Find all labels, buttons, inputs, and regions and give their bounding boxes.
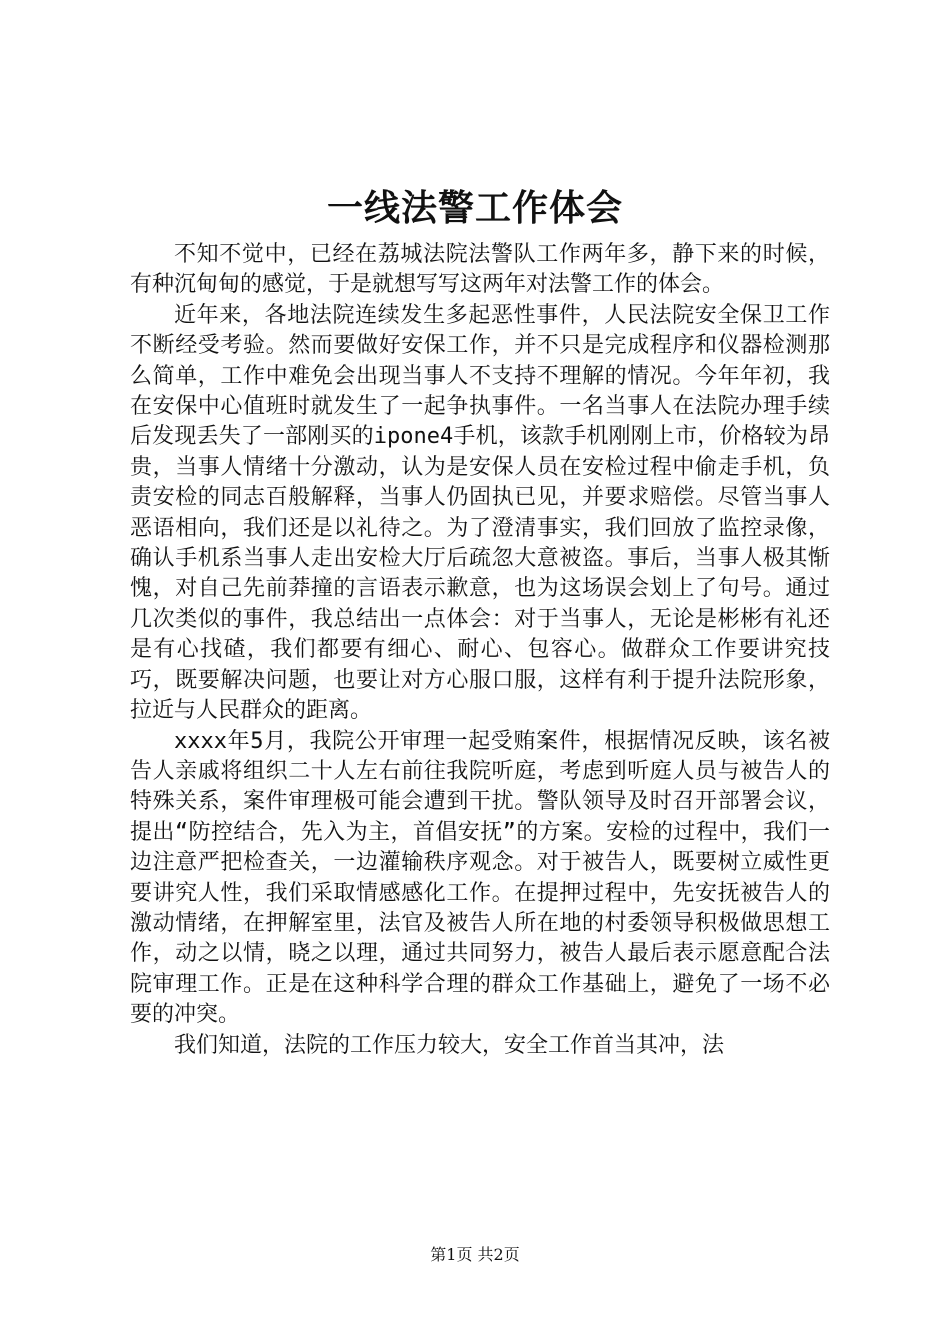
page-number-footer: 第1页 共2页 <box>430 1245 520 1264</box>
paragraph-4: 我们知道，法院的工作压力较大，安全工作首当其冲，法 <box>174 1032 725 1058</box>
paragraph-1: 不知不觉中，已经在荔城法院法警队工作两年多，静下来的时候，有种沉甸甸的感觉，于是就想写写这两年对法警工作的体会。 <box>130 242 830 298</box>
paragraph-3: xxxx年5月，我院公开审理一起受贿案件，根据情况反映，该名被告人亲戚将组织二十人左右前往我院听庭，考虑到听庭人员与被告人的特殊关系，案件审理极可能会遭到干扰。警队领导及时召开部署会议，提出“防控结合，先入为主，首倡安抚”的方案。安检的过程中，我们一边注意严把检查关，一边灌输秩序观念。对于被告人，既要树立威性更要讲究人性，我们采取情感感化工作。在提押过程中，先安抚被告人的激动情绪，在押解室里，法官及被告人所在地的村委领导积极做思想工作，动之以情，晓之以理，通过共同努力，被告人最后表示愿意配合法院审理工作。正是在这种科学合理的群众工作基础上，避免了一场不必要的冲突。 <box>130 728 830 1028</box>
paragraph-2: 近年来，各地法院连续发生多起恶性事件，人民法院安全保卫工作不断经受考验。然而要做好安保工作，并不只是完成程序和仪器检测那么简单，工作中难免会出现当事人不支持不理解的情况。今年年初，我在安保中心值班时就发生了一起争执事件。一名当事人在法院办理手续后发现丢失了一部刚买的ipone4手机，该款手机刚刚上市，价格较为昂贵，当事人情绪十分激动，认为是安保人员在安检过程中偷走手机，负责安检的同志百般解释，当事人仍固执已见，并要求赔偿。尽管当事人恶语相向，我们还是以礼待之。为了澄清事实，我们回放了监控录像，确认手机系当事人走出安检大厅后疏忽大意被盗。事后，当事人极其惭愧，对自己先前莽撞的言语表示歉意，也为这场误会划上了句号。通过几次类似的事件，我总结出一点体会：对于当事人，无论是彬彬有礼还是有心找碴，我们都要有细心、耐心、包容心。做群众工作要讲究技巧，既要解决问题，也要让对方心服口服，这样有利于提升法院形象，拉近与人民群众的距离。 <box>130 302 830 724</box>
document-body <box>130 240 830 1061</box>
document-title: 一线法警工作体会 <box>326 187 623 229</box>
